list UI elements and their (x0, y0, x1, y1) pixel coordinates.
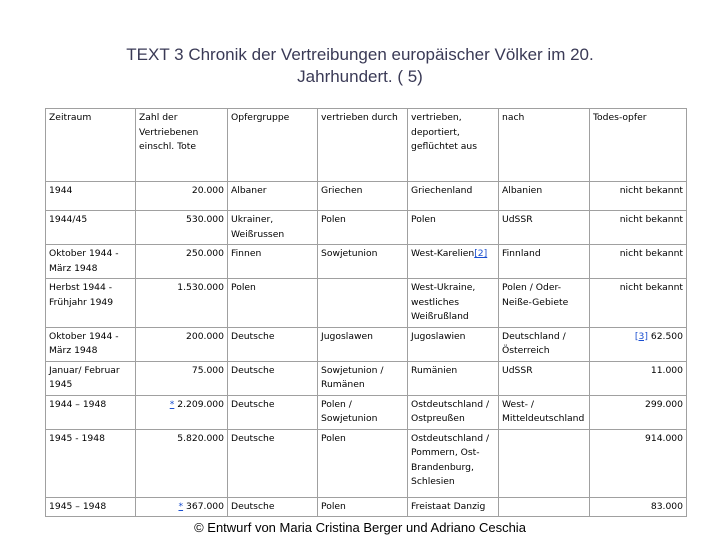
cell-vertrieben-aus: West-Ukraine, westliches Weißrußland (408, 279, 499, 328)
cell-zahl: 20.000 (136, 182, 228, 211)
table-header-row (46, 109, 687, 182)
header-opfergruppe: Opfergruppe (228, 109, 318, 182)
footnote-link[interactable]: * (169, 398, 175, 410)
cell-zeitraum: 1945 - 1948 (46, 429, 136, 497)
table-row (46, 211, 687, 245)
cell-opfergruppe: Deutsche (228, 327, 318, 361)
header-vertrieben-durch: vertrieben durch (318, 109, 408, 182)
cell-opfergruppe: Deutsche (228, 395, 318, 429)
cell-zahl: 250.000 (136, 245, 228, 279)
cell-nach: UdSSR (499, 361, 590, 395)
cell-opfergruppe: Polen (228, 279, 318, 328)
cell-nach: Albanien (499, 182, 590, 211)
cell-todesopfer: nicht bekannt (590, 279, 687, 328)
cell-opfergruppe: Ukrainer, Weißrussen (228, 211, 318, 245)
cell-vertrieben-durch (318, 279, 408, 328)
header-nach: nach (499, 109, 590, 182)
title-line-2: Jahrhundert. ( 5) (297, 67, 423, 86)
cell-zahl: 5.820.000 (136, 429, 228, 497)
cell-opfergruppe: Albaner (228, 182, 318, 211)
cell-nach: Finnland (499, 245, 590, 279)
cell-todesopfer (590, 327, 687, 361)
cell-opfergruppe: Finnen (228, 245, 318, 279)
cell-zeitraum: Oktober 1944 - März 1948 (46, 245, 136, 279)
cell-opfergruppe: Deutsche (228, 361, 318, 395)
cell-zahl: 1.530.000 (136, 279, 228, 328)
cell-vertrieben-aus: Ostdeutschland / Pommern, Ost-Brandenburg, Schlesien (408, 429, 499, 497)
table-row (46, 361, 687, 395)
table-row (46, 429, 687, 497)
footer-credit: © Entwurf von Maria Cristina Berger und Adriano Ceschia (194, 520, 526, 535)
cell-opfergruppe: Deutsche (228, 497, 318, 517)
cell-zahl: 530.000 (136, 211, 228, 245)
header-zeitraum: Zeitraum (46, 109, 136, 182)
cell-vertrieben-aus: Ostdeutschland / Ostpreußen (408, 395, 499, 429)
cell-zeitraum: Januar/ Februar 1945 (46, 361, 136, 395)
cell-vertrieben-durch: Sowjetunion / Rumänen (318, 361, 408, 395)
cell-zahl (136, 395, 228, 429)
table-row (46, 279, 687, 328)
cell-vertrieben-aus (408, 245, 499, 279)
cell-vertrieben-aus: Freistaat Danzig (408, 497, 499, 517)
cell-text: 2.209.000 (177, 398, 224, 410)
cell-zeitraum: 1944/45 (46, 211, 136, 245)
cell-vertrieben-aus: Griechenland (408, 182, 499, 211)
header-zahl: Zahl der Vertriebenen einschl. Tote (136, 109, 228, 182)
cell-text: 367.000 (186, 500, 224, 512)
cell-nach: Deutschland / Österreich (499, 327, 590, 361)
cell-vertrieben-durch: Griechen (318, 182, 408, 211)
cell-nach: Polen / Oder-Neiße-Gebiete (499, 279, 590, 328)
table-row (46, 182, 687, 211)
cell-zeitraum: 1945 – 1948 (46, 497, 136, 517)
footnote-link[interactable]: * (178, 500, 184, 512)
cell-vertrieben-durch: Polen (318, 497, 408, 517)
cell-todesopfer: 11.000 (590, 361, 687, 395)
cell-nach: UdSSR (499, 211, 590, 245)
cell-vertrieben-durch: Jugoslawen (318, 327, 408, 361)
cell-nach (499, 429, 590, 497)
header-todesopfer: Todes-opfer (590, 109, 687, 182)
cell-zeitraum: 1944 – 1948 (46, 395, 136, 429)
table-row (46, 395, 687, 429)
cell-vertrieben-durch: Polen / Sowjetunion (318, 395, 408, 429)
cell-todesopfer: nicht bekannt (590, 211, 687, 245)
cell-zeitraum: Oktober 1944 - März 1948 (46, 327, 136, 361)
cell-vertrieben-durch: Polen (318, 429, 408, 497)
cell-vertrieben-durch: Polen (318, 211, 408, 245)
cell-text: 62.500 (650, 330, 683, 342)
cell-vertrieben-aus: Polen (408, 211, 499, 245)
cell-todesopfer: nicht bekannt (590, 245, 687, 279)
table-row (46, 497, 687, 517)
cell-vertrieben-aus: Jugoslawien (408, 327, 499, 361)
cell-todesopfer: nicht bekannt (590, 182, 687, 211)
table-row (46, 245, 687, 279)
table-row (46, 327, 687, 361)
cell-opfergruppe: Deutsche (228, 429, 318, 497)
cell-todesopfer: 299.000 (590, 395, 687, 429)
cell-zahl: 200.000 (136, 327, 228, 361)
page-title (0, 44, 720, 88)
cell-nach: West- / Mitteldeutschland (499, 395, 590, 429)
cell-zeitraum: 1944 (46, 182, 136, 211)
chronicle-table (45, 108, 687, 517)
cell-text: West-Karelien (411, 248, 475, 259)
cell-zahl (136, 497, 228, 517)
footnote-link[interactable]: [2] (474, 248, 488, 259)
cell-nach (499, 497, 590, 517)
cell-vertrieben-durch: Sowjetunion (318, 245, 408, 279)
cell-todesopfer: 83.000 (590, 497, 687, 517)
cell-todesopfer: 914.000 (590, 429, 687, 497)
cell-zeitraum: Herbst 1944 - Frühjahr 1949 (46, 279, 136, 328)
cell-zahl: 75.000 (136, 361, 228, 395)
cell-vertrieben-aus: Rumänien (408, 361, 499, 395)
footnote-link[interactable]: [3] (634, 330, 648, 342)
header-vertrieben: vertrieben, deportiert, geflüchtet aus (408, 109, 499, 182)
title-line-1: TEXT 3 Chronik der Vertreibungen europäischer Völker im 20. (126, 45, 594, 64)
